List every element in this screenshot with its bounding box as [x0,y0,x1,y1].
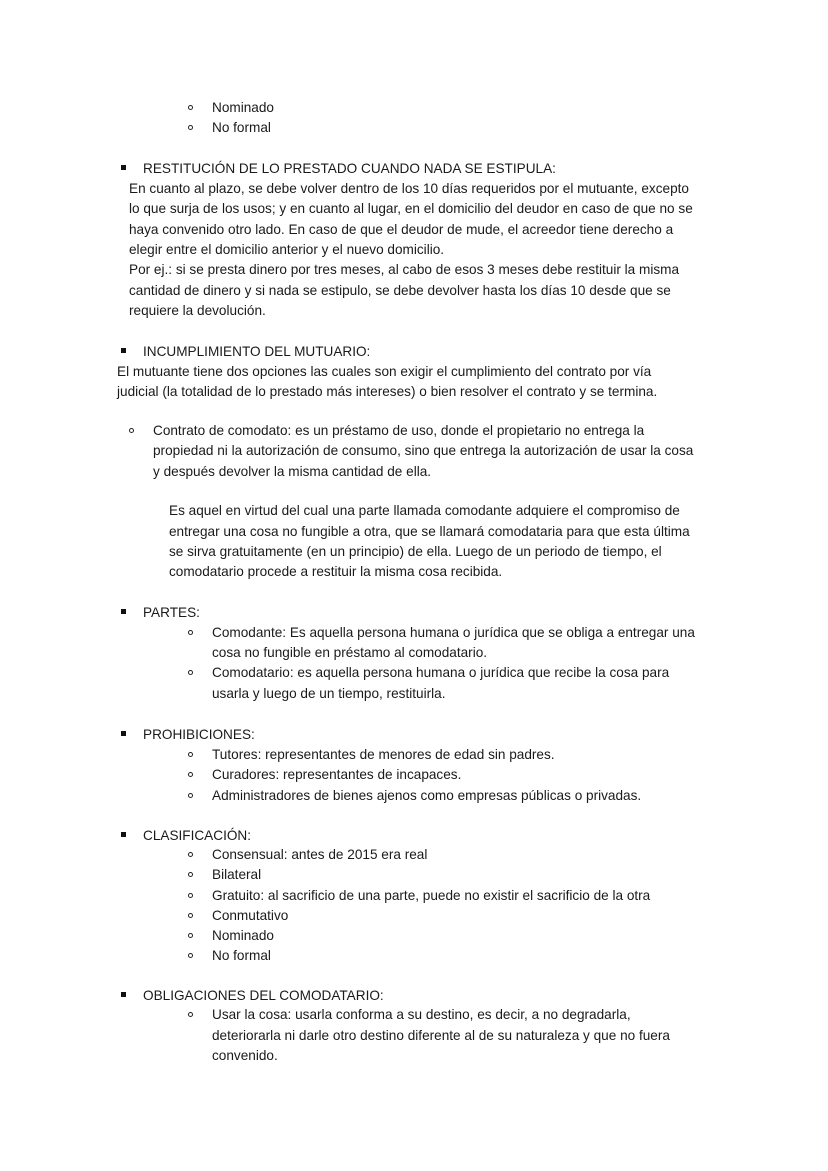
paragraph-line: propiedad ni la autorización de consumo, sino que entrega la autorización de usar la cosa [153,443,694,458]
section-heading: RESTITUCIÓN DE LO PRESTADO CUANDO NADA SE ESTIPULA: [143,161,556,176]
square-bullet-icon [121,731,126,736]
circle-bullet-icon [188,125,193,130]
circle-bullet-icon [129,428,134,433]
list-item: Tutores: representantes de menores de edad sin padres. [212,747,555,762]
paragraph-line: judicial (la totalidad de lo prestado más intereses) o bien resolver el contrato y se termina. [117,384,658,399]
section-heading: PROHIBICIONES: [143,727,255,742]
paragraph-line: y después devolver la misma cantidad de ella. [153,464,432,479]
section-heading: OBLIGACIONES DEL COMODATARIO: [143,988,384,1003]
list-item: Conmutativo [212,908,289,923]
paragraph-line: Contrato de comodato: es un préstamo de uso, donde el propietario no entrega la [153,423,645,438]
paragraph-line: entregar una cosa no fungible a otra, que se llamará comodataria para que esta última [169,524,690,539]
section-heading: PARTES: [143,605,200,620]
list-item: Usar la cosa: usarla conforma a su destino, es decir, a no degradarla, [212,1007,631,1022]
circle-bullet-icon [188,1012,193,1017]
square-bullet-icon [121,348,126,353]
circle-bullet-icon [188,752,193,757]
paragraph-line: comodatario procede a restituir la misma cosa recibida. [169,564,503,579]
list-item: Gratuito: al sacrificio de una parte, puede no existir el sacrificio de la otra [212,888,651,903]
circle-bullet-icon [188,893,193,898]
paragraph-line: En cuanto al plazo, se debe volver dentro de los 10 días requeridos por el mutuante, excepto [129,181,689,196]
paragraph-line: haya convenido otro lado. En caso de que el deudor de mude, el acreedor tiene derecho a [129,222,674,237]
paragraph-line: Por ej.: si se presta dinero por tres meses, al cabo de esos 3 meses debe restituir la misma [129,262,680,277]
circle-bullet-icon [188,933,193,938]
square-bullet-icon [121,165,126,170]
list-item: Bilateral [212,867,262,882]
circle-bullet-icon [188,793,193,798]
paragraph-line: elegir entre el domicilio anterior y el nuevo domicilio. [129,242,445,257]
list-item: Nominado [212,100,274,115]
list-item: Comodante: Es aquella persona humana o jurídica que se obliga a entregar una [212,625,695,640]
list-item: Nominado [212,928,274,943]
paragraph-line: requiere la devolución. [129,303,266,318]
paragraph-line: cantidad de dinero y si nada se estipulo, se debe devolver hasta los días 10 desde que se [129,283,671,298]
list-item: Consensual: antes de 2015 era real [212,847,428,862]
square-bullet-icon [121,609,126,614]
list-item-continuation: convenido. [212,1048,278,1063]
circle-bullet-icon [188,872,193,877]
circle-bullet-icon [188,852,193,857]
list-item: Administradores de bienes ajenos como empresas públicas o privadas. [212,788,642,803]
list-item: Comodatario: es aquella persona humana o jurídica que recibe la cosa para [212,665,670,680]
circle-bullet-icon [188,670,193,675]
list-item-continuation: cosa no fungible en préstamo al comodatario. [212,645,488,660]
circle-bullet-icon [188,913,193,918]
paragraph-line: Es aquel en virtud del cual una parte llamada comodante adquiere el compromiso de [169,503,680,518]
list-item-continuation: deteriorarla ni darle otro destino diferente al de su naturaleza y que no fuera [212,1028,670,1043]
section-heading: INCUMPLIMIENTO DEL MUTUARIO: [143,344,371,359]
circle-bullet-icon [188,953,193,958]
circle-bullet-icon [188,772,193,777]
list-item: Curadores: representantes de incapaces. [212,767,462,782]
circle-bullet-icon [188,630,193,635]
list-item: No formal [212,120,271,135]
paragraph-line: lo que surja de los usos; y en cuanto al lugar, en el domicilio del deudor en caso de que no se [129,201,693,216]
circle-bullet-icon [188,105,193,110]
list-item-continuation: usarla y luego de un tiempo, restituirla. [212,686,446,701]
paragraph-line: El mutuante tiene dos opciones las cuales son exigir el cumplimiento del contrato por vía [117,364,652,379]
square-bullet-icon [121,992,126,997]
paragraph-line: se sirva gratuitamente (en un principio) de ella. Luego de un periodo de tiempo, el [169,544,662,559]
section-heading: CLASIFICACIÓN: [143,828,252,843]
square-bullet-icon [121,832,126,837]
list-item: No formal [212,948,271,963]
